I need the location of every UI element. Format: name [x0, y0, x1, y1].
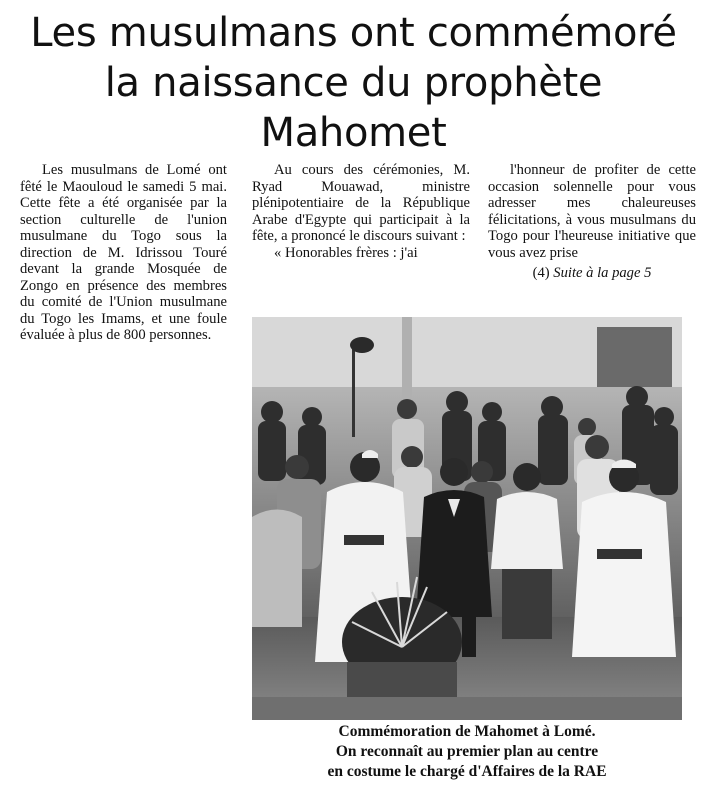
- news-photo: [252, 317, 682, 720]
- article-column-2: [252, 162, 470, 261]
- headline-line-2: la naissance du prophète: [104, 60, 603, 106]
- article-column-1: [20, 162, 227, 344]
- caption-line-1: Commémoration de Mahomet à Lomé.: [338, 723, 596, 740]
- headline-line-1: Les musulmans ont commémoré: [30, 10, 677, 56]
- article-column-3: [488, 162, 696, 282]
- continued-text: Suite à la page 5: [553, 265, 652, 281]
- continued-number: (4): [532, 265, 550, 281]
- caption-line-2: On reconnaît au premier plan au centre: [335, 743, 599, 760]
- article-paragraph: l'honneur de profiter de cette occasion solennelle pour vous adresser mes chaleureuses félicitations, à vous musulmans du Togo pour l'heureuse initiative que vous avez prise: [488, 162, 696, 261]
- caption-line-3: en costume le chargé d'Affaires de la RAE: [327, 763, 607, 780]
- photo-caption: [252, 722, 682, 782]
- article-paragraph: Au cours des cérémonies, M. Ryad Mouawad, ministre plénipotentiaire de la République Arabe d'Egypte qui participait à la fête, a prononcé le discours suivant :: [252, 162, 470, 244]
- headline-line-3: Mahomet: [260, 110, 447, 156]
- article-paragraph: Les musulmans de Lomé ont fêté le Maouloud le samedi 5 mai. Cette fête a été organisée par la section culturelle de l'union musulmane du Togo sous la direction de M. Idrissou Touré devant la grande Mosquée de Zongo en présence des membres du comité de l'Union musulmane du Togo les Imams, et une foule évaluée à plus de 800 personnes.: [20, 162, 227, 343]
- article-paragraph: « Honorables frères : j'ai: [274, 244, 418, 261]
- headline: [0, 8, 707, 158]
- continued-notice: [488, 265, 696, 282]
